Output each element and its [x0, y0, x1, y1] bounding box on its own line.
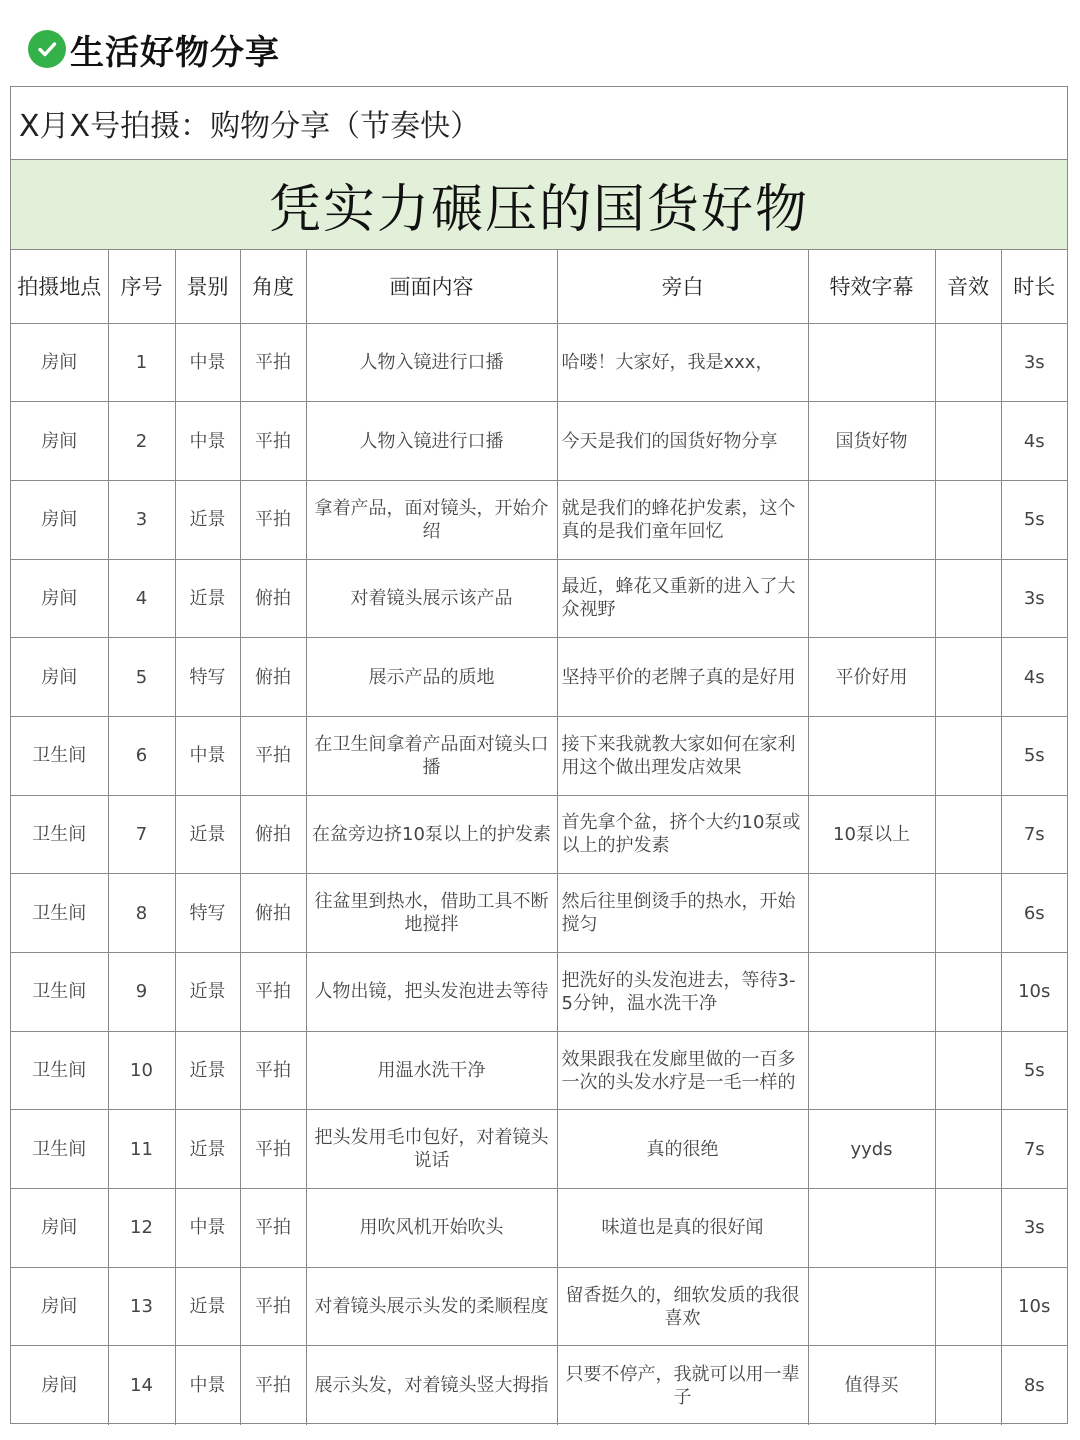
cell-number: 12: [108, 1189, 175, 1268]
cell-location: 卫生间: [11, 953, 108, 1032]
cell-scene-content: 在卫生间拿着产品面对镜头口播: [306, 716, 557, 795]
cell-angle: 平拍: [240, 1267, 306, 1346]
cell-sound-effect: [935, 323, 1001, 402]
cell-location: 房间: [11, 638, 108, 717]
cell-duration: 4s: [1001, 638, 1067, 717]
cell-duration: 6s: [1001, 874, 1067, 953]
column-header: 景别: [175, 250, 240, 323]
column-header: 角度: [240, 250, 306, 323]
cell-duration: 3s: [1001, 323, 1067, 402]
cell-number: 6: [108, 716, 175, 795]
column-header: 画面内容: [306, 250, 557, 323]
cell-sound-effect: [935, 559, 1001, 638]
cell-scene-content: 对着镜头展示头发的柔顺程度: [306, 1267, 557, 1346]
cell-sound-effect: [935, 1031, 1001, 1110]
column-header: 时长: [1001, 250, 1067, 323]
cell-number: 11: [108, 1110, 175, 1189]
cell-angle: 平拍: [240, 1189, 306, 1268]
cell-caption: [808, 559, 935, 638]
cell-shot-size: 近景: [175, 1110, 240, 1189]
table-row: [11, 874, 1067, 953]
table-row: [11, 716, 1067, 795]
cell-shot-size: 近景: [175, 795, 240, 874]
cell-narration: 接下来我就教大家如何在家利用这个做出理发店效果: [557, 716, 808, 795]
cell-scene-content: 展示产品的质地: [306, 638, 557, 717]
cell-shot-size: 近景: [175, 1267, 240, 1346]
cell-location: 房间: [11, 480, 108, 559]
cell-duration: 5s: [1001, 716, 1067, 795]
cell-caption: 10泵以上: [808, 795, 935, 874]
shooting-script-sheet: [10, 86, 1068, 1424]
cell-angle: 平拍: [240, 1110, 306, 1189]
cell-shot-size: 中景: [175, 716, 240, 795]
cell-duration: 5s: [1001, 1031, 1067, 1110]
cell-caption: [808, 1031, 935, 1110]
cell-duration: 4s: [1001, 402, 1067, 481]
cell-sound-effect: [935, 480, 1001, 559]
cell-caption: [808, 953, 935, 1032]
table-row: [11, 1267, 1067, 1346]
cell-sound-effect: [935, 716, 1001, 795]
table-row: [11, 480, 1067, 559]
cell-location: 房间: [11, 1346, 108, 1425]
cell-narration: 然后往里倒烫手的热水，开始搅匀: [557, 874, 808, 953]
cell-angle: 平拍: [240, 323, 306, 402]
cell-scene-content: 展示头发，对着镜头竖大拇指: [306, 1346, 557, 1425]
cell-location: 房间: [11, 1189, 108, 1268]
cell-scene-content: 用吹风机开始吹头: [306, 1189, 557, 1268]
cell-duration: 7s: [1001, 1110, 1067, 1189]
cell-number: 5: [108, 638, 175, 717]
cell-narration: 效果跟我在发廊里做的一百多一次的头发水疗是一毛一样的: [557, 1031, 808, 1110]
table-row: [11, 638, 1067, 717]
cell-angle: 平拍: [240, 1346, 306, 1425]
column-header: 拍摄地点: [11, 250, 108, 323]
table-header-row: [11, 250, 1067, 323]
table-row: [11, 1189, 1067, 1268]
check-circle-icon: [28, 30, 66, 68]
cell-number: 1: [108, 323, 175, 402]
cell-sound-effect: [935, 1267, 1001, 1346]
cell-scene-content: 往盆里到热水，借助工具不断地搅拌: [306, 874, 557, 953]
cell-duration: 3s: [1001, 1189, 1067, 1268]
table-row: [11, 402, 1067, 481]
cell-narration: 留香挺久的，细软发质的我很喜欢: [557, 1267, 808, 1346]
cell-number: 4: [108, 559, 175, 638]
cell-duration: 10s: [1001, 1267, 1067, 1346]
cell-sound-effect: [935, 874, 1001, 953]
cell-angle: 平拍: [240, 953, 306, 1032]
sheet-subtitle: X月X号拍摄：购物分享（节奏快）: [11, 87, 1067, 160]
cell-number: 13: [108, 1267, 175, 1346]
cell-number: 2: [108, 402, 175, 481]
cell-caption: [808, 1267, 935, 1346]
cell-sound-effect: [935, 402, 1001, 481]
cell-shot-size: 中景: [175, 1189, 240, 1268]
cell-number: 9: [108, 953, 175, 1032]
cell-scene-content: 对着镜头展示该产品: [306, 559, 557, 638]
table-row: [11, 559, 1067, 638]
cell-number: 8: [108, 874, 175, 953]
table-row: [11, 1031, 1067, 1110]
cell-location: 房间: [11, 402, 108, 481]
cell-narration: 味道也是真的很好闻: [557, 1189, 808, 1268]
cell-caption: [808, 716, 935, 795]
cell-shot-size: 中景: [175, 323, 240, 402]
column-header: 序号: [108, 250, 175, 323]
cell-sound-effect: [935, 953, 1001, 1032]
cell-sound-effect: [935, 1189, 1001, 1268]
cell-scene-content: 在盆旁边挤10泵以上的护发素: [306, 795, 557, 874]
cell-angle: 俯拍: [240, 874, 306, 953]
cell-angle: 平拍: [240, 402, 306, 481]
cell-narration: 坚持平价的老牌子真的是好用: [557, 638, 808, 717]
table-row: [11, 323, 1067, 402]
cell-sound-effect: [935, 1346, 1001, 1425]
cell-sound-effect: [935, 638, 1001, 717]
table-row: [11, 953, 1067, 1032]
cell-location: 卫生间: [11, 1110, 108, 1189]
cell-narration: 真的很绝: [557, 1110, 808, 1189]
cell-scene-content: 把头发用毛巾包好，对着镜头说话: [306, 1110, 557, 1189]
cell-shot-size: 中景: [175, 402, 240, 481]
cell-shot-size: 近景: [175, 1031, 240, 1110]
cell-scene-content: 拿着产品，面对镜头，开始介绍: [306, 480, 557, 559]
cell-angle: 俯拍: [240, 638, 306, 717]
cell-caption: yyds: [808, 1110, 935, 1189]
cell-angle: 平拍: [240, 1031, 306, 1110]
cell-number: 14: [108, 1346, 175, 1425]
cell-narration: 就是我们的蜂花护发素，这个真的是我们童年回忆: [557, 480, 808, 559]
cell-caption: 值得买: [808, 1346, 935, 1425]
cell-duration: 10s: [1001, 953, 1067, 1032]
cell-duration: 3s: [1001, 559, 1067, 638]
column-header: 音效: [935, 250, 1001, 323]
cell-angle: 平拍: [240, 716, 306, 795]
cell-duration: 5s: [1001, 480, 1067, 559]
cell-caption: [808, 480, 935, 559]
cell-location: 卫生间: [11, 716, 108, 795]
cell-shot-size: 特写: [175, 874, 240, 953]
cell-location: 房间: [11, 323, 108, 402]
cell-caption: [808, 874, 935, 953]
cell-angle: 俯拍: [240, 559, 306, 638]
cell-location: 卫生间: [11, 1031, 108, 1110]
cell-scene-content: 人物入镜进行口播: [306, 402, 557, 481]
cell-narration: 首先拿个盆，挤个大约10泵或以上的护发素: [557, 795, 808, 874]
cell-angle: 俯拍: [240, 795, 306, 874]
cell-caption: [808, 1189, 935, 1268]
cell-location: 卫生间: [11, 795, 108, 874]
cell-sound-effect: [935, 795, 1001, 874]
cell-caption: [808, 323, 935, 402]
cell-duration: 8s: [1001, 1346, 1067, 1425]
cell-shot-size: 中景: [175, 1346, 240, 1425]
cell-location: 房间: [11, 1267, 108, 1346]
cell-scene-content: 用温水洗干净: [306, 1031, 557, 1110]
script-table: [11, 250, 1067, 1425]
cell-shot-size: 特写: [175, 638, 240, 717]
table-row: [11, 795, 1067, 874]
cell-narration: 只要不停产，我就可以用一辈子: [557, 1346, 808, 1425]
cell-narration: 把洗好的头发泡进去，等待3-5分钟，温水洗干净: [557, 953, 808, 1032]
cell-caption: 国货好物: [808, 402, 935, 481]
cell-sound-effect: [935, 1110, 1001, 1189]
column-header: 旁白: [557, 250, 808, 323]
cell-scene-content: 人物入镜进行口播: [306, 323, 557, 402]
cell-scene-content: 人物出镜，把头发泡进去等待: [306, 953, 557, 1032]
sheet-banner: 凭实力碾压的国货好物: [11, 160, 1067, 250]
page-title: 生活好物分享: [70, 32, 280, 73]
cell-angle: 平拍: [240, 480, 306, 559]
cell-shot-size: 近景: [175, 480, 240, 559]
cell-shot-size: 近景: [175, 559, 240, 638]
cell-shot-size: 近景: [175, 953, 240, 1032]
table-row: [11, 1346, 1067, 1425]
cell-narration: 最近，蜂花又重新的进入了大众视野: [557, 559, 808, 638]
cell-narration: 哈喽！大家好，我是xxx，: [557, 323, 808, 402]
cell-duration: 7s: [1001, 795, 1067, 874]
cell-caption: 平价好用: [808, 638, 935, 717]
cell-number: 3: [108, 480, 175, 559]
cell-narration: 今天是我们的国货好物分享: [557, 402, 808, 481]
table-row: [11, 1110, 1067, 1189]
cell-location: 房间: [11, 559, 108, 638]
cell-number: 10: [108, 1031, 175, 1110]
cell-number: 7: [108, 795, 175, 874]
cell-location: 卫生间: [11, 874, 108, 953]
page-header: [28, 24, 280, 74]
column-header: 特效字幕: [808, 250, 935, 323]
